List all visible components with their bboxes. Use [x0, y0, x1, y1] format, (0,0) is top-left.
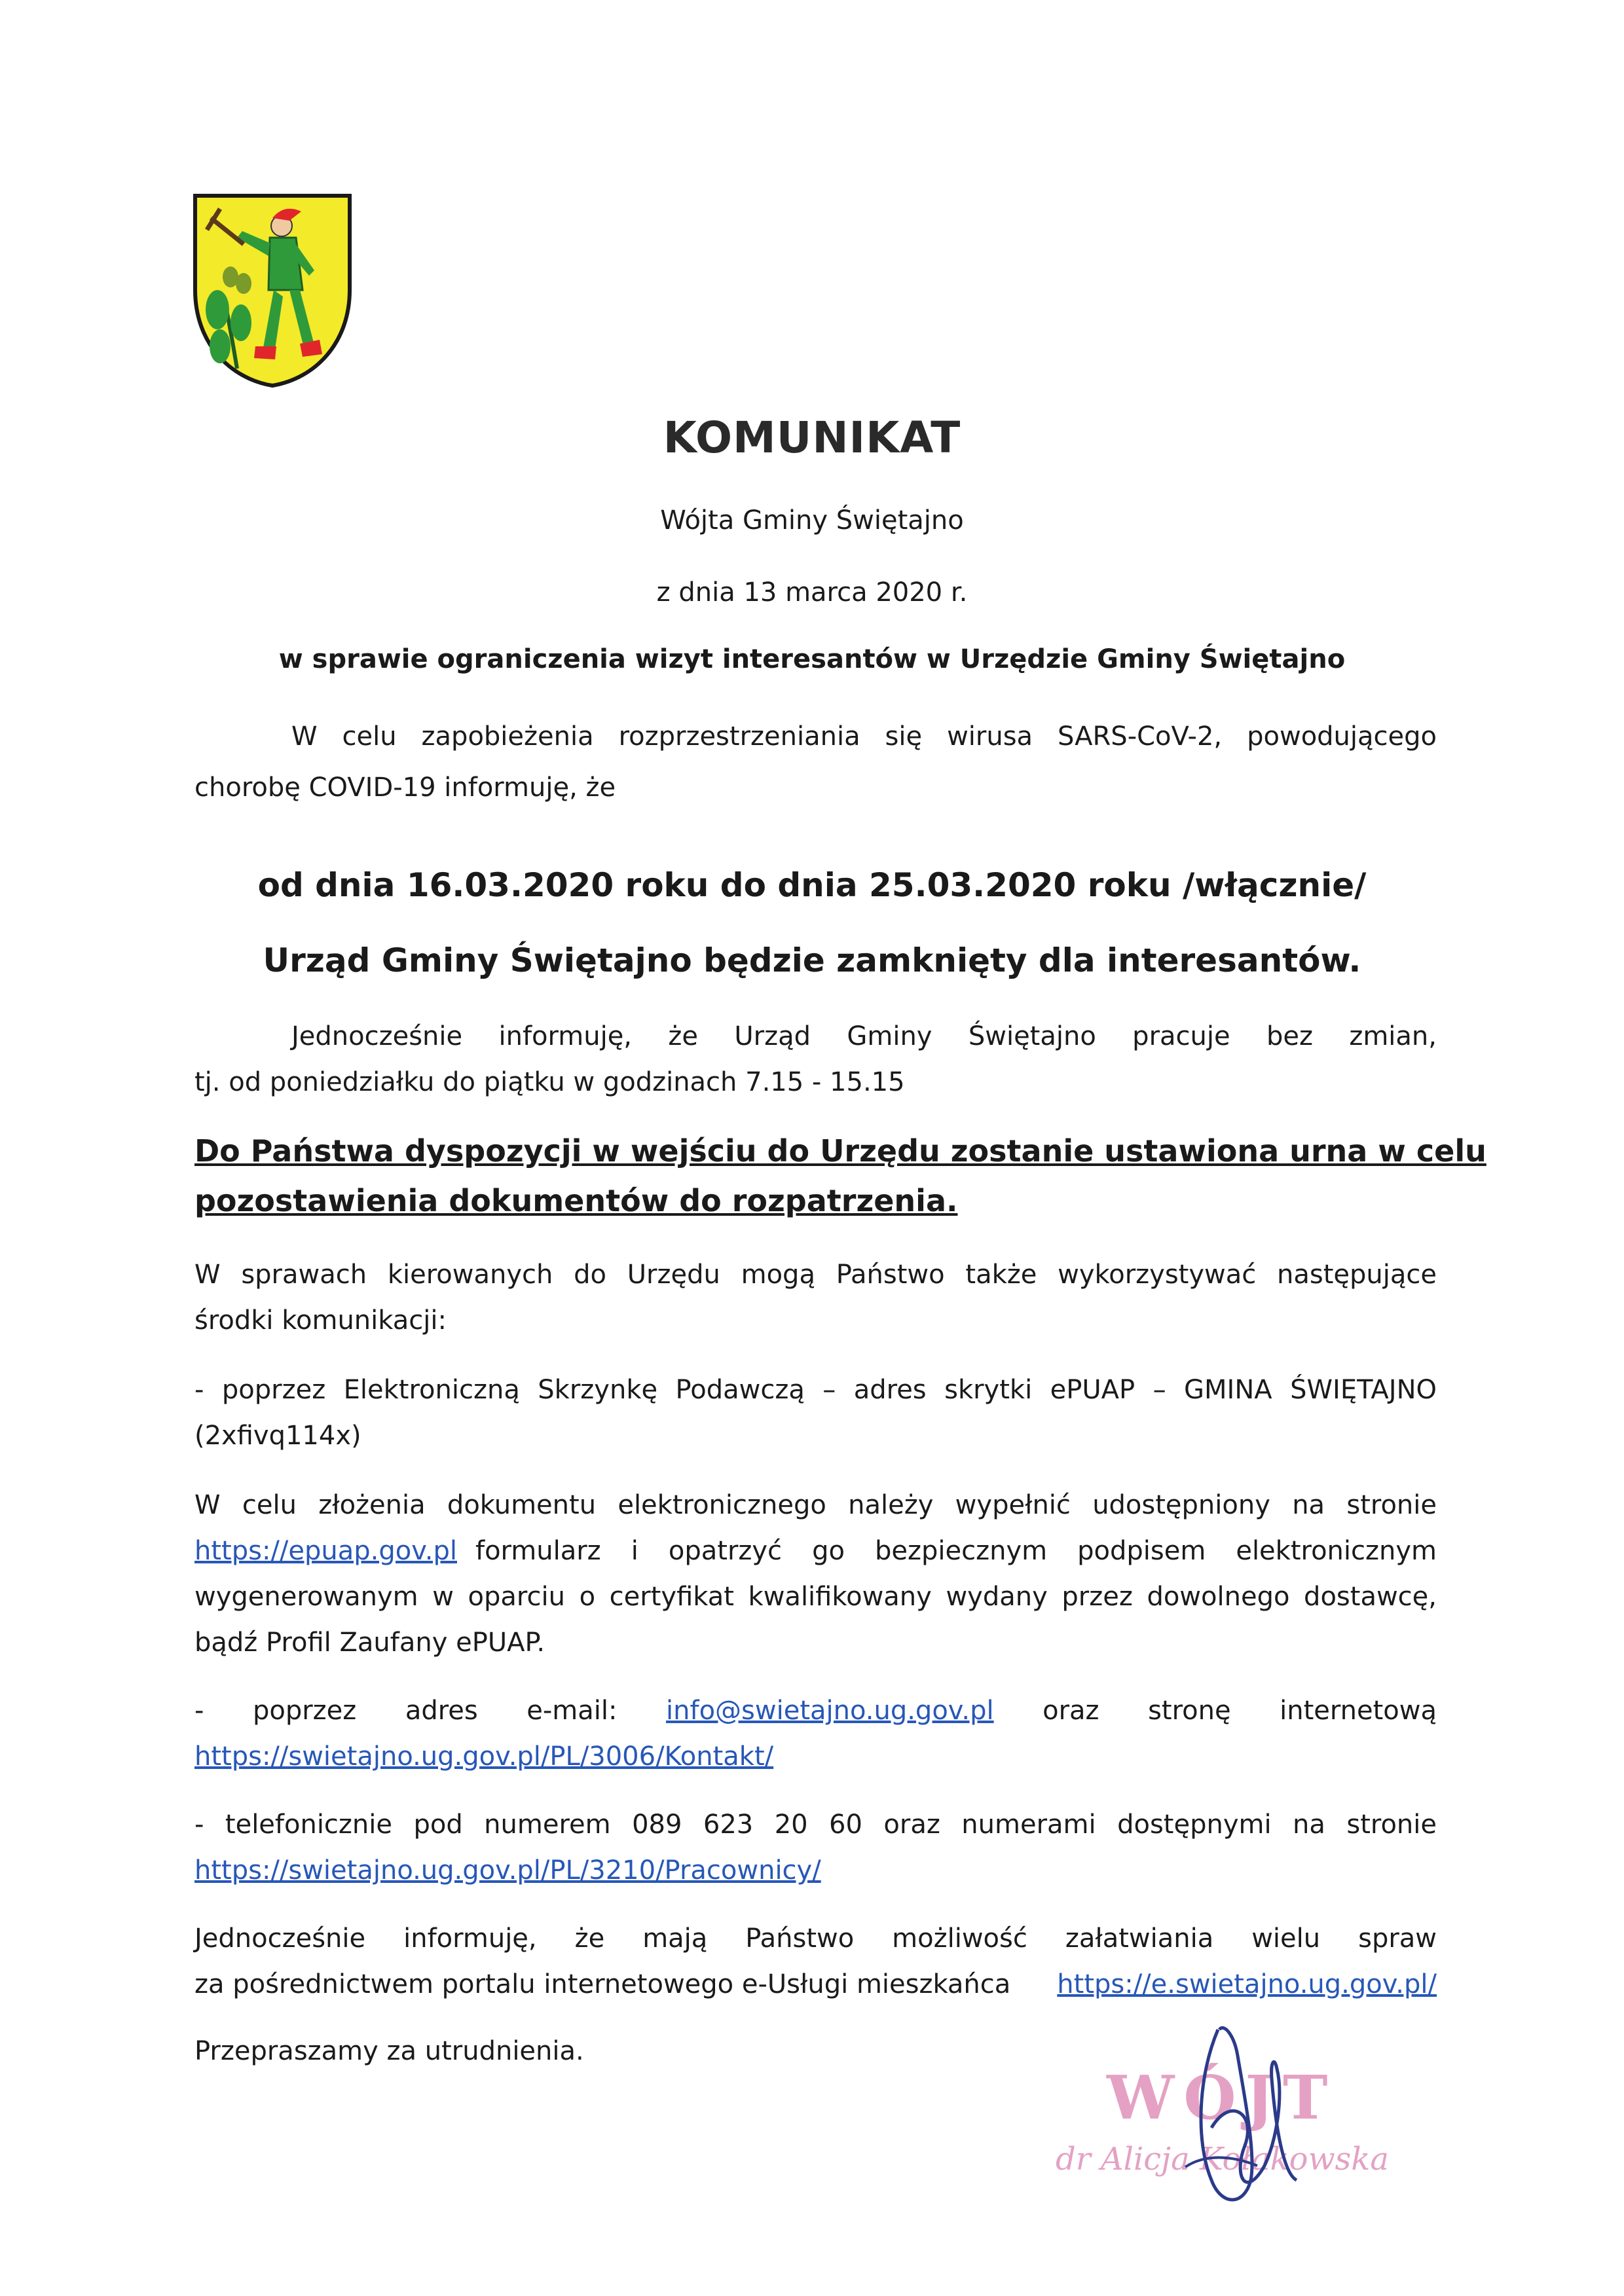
- staff-page-link[interactable]: https://swietajno.ug.gov.pl/PL/3210/Pracownicy/: [194, 1855, 821, 1886]
- channels-paragraph: [194, 1252, 1437, 1343]
- urn-line-1: Do Państwa dyspozycji w wejściu do Urzędu zostanie ustawiona urna w celu: [194, 1133, 1486, 1169]
- contact-page-link[interactable]: https://swietajno.ug.gov.pl/PL/3006/Kontakt/: [194, 1741, 774, 1772]
- epuap-info-line-1: W celu złożenia dokumentu elektronicznego należy wypełnić udostępniony na stronie: [194, 1490, 1437, 1520]
- closure-notice: Urząd Gminy Świętajno będzie zamknięty dla interesantów.: [263, 941, 1361, 979]
- epuap-paragraph: [194, 1367, 1437, 1459]
- phone-line-1: - telefonicznie pod numerem 089 623 20 60 oraz numerami dostępnymi na stronie: [194, 1810, 1437, 1840]
- email-word-3: e-mail:: [526, 1696, 618, 1726]
- email-dash: -: [194, 1696, 204, 1726]
- eservices-paragraph: [194, 1916, 1437, 2007]
- email-word-4: oraz: [1043, 1696, 1099, 1726]
- phone-paragraph: [194, 1802, 1437, 1893]
- epuap-line-2: (2xfivq114x): [194, 1421, 361, 1451]
- email-word-6: internetową: [1280, 1696, 1437, 1726]
- handwritten-signature: [1048, 2016, 1414, 2226]
- epuap-link[interactable]: https://epuap.gov.pl: [194, 1536, 457, 1566]
- urn-line-2: pozostawienia dokumentów do rozpatrzenia.: [194, 1183, 958, 1218]
- epuap-info-paragraph: [194, 1482, 1437, 1666]
- intro-line-1: W celu zapobieżenia rozprzestrzeniania się wirusa SARS-CoV-2, powodującego: [291, 721, 1437, 752]
- stamp-name: dr Alicja Kołakowska: [1056, 2141, 1389, 2178]
- channels-line-1: W sprawach kierowanych do Urzędu mogą Państwo także wykorzystywać następujące: [194, 1260, 1437, 1290]
- email-line-1: [194, 1688, 1437, 1734]
- channels-line-2: środki komunikacji:: [194, 1305, 447, 1336]
- email-word-2: adres: [405, 1696, 478, 1726]
- email-word-1: poprzez: [252, 1696, 357, 1726]
- email-address-link[interactable]: info@swietajno.ug.gov.pl: [666, 1696, 994, 1726]
- hours-line-1: Jednocześnie informuję, że Urząd Gminy Świętajno pracuje bez zmian,: [291, 1021, 1437, 1051]
- coat-of-arms-emblem: [191, 192, 354, 388]
- eservices-line-2: [194, 1961, 1437, 2007]
- document-title: KOMUNIKAT: [663, 412, 961, 463]
- email-paragraph: [194, 1688, 1437, 1779]
- eservices-line-1: Jednocześnie informuję, że mają Państwo możliwość załatwiania wielu spraw: [194, 1923, 1437, 1954]
- eservices-line-2-text: za pośrednictwem portalu internetowego e-Usługi mieszkańca: [194, 1969, 1011, 1999]
- closure-dates: od dnia 16.03.2020 roku do dnia 25.03.2020 roku /włącznie/: [257, 866, 1367, 904]
- closing-line: Przepraszamy za utrudnienia.: [194, 2036, 584, 2066]
- phone-line-2: [194, 1848, 1437, 1893]
- eservices-link[interactable]: https://e.swietajno.ug.gov.pl/: [1057, 1969, 1437, 1999]
- email-word-5: stronę: [1148, 1696, 1231, 1726]
- epuap-info-line-3: wygenerowanym w oparciu o certyfikat kwalifikowany wydany przez dowolnego dostawcę,: [194, 1582, 1437, 1612]
- epuap-info-line-2: [194, 1528, 1437, 1574]
- stamp-title: WÓJT: [1107, 2062, 1337, 2133]
- hours-paragraph: [194, 1013, 1437, 1105]
- epuap-info-line-2-text: formularz i opatrzyć go bezpiecznym podpisem elektronicznym: [475, 1536, 1437, 1566]
- date-line: z dnia 13 marca 2020 r.: [656, 577, 968, 608]
- epuap-line-1: - poprzez Elektroniczną Skrzynkę Podawczą – adres skrytki ePUAP – GMINA ŚWIĘTAJNO: [194, 1375, 1437, 1405]
- email-line-2: [194, 1734, 1437, 1779]
- subject-line: w sprawie ograniczenia wizyt interesantów w Urzędzie Gminy Świętajno: [278, 644, 1346, 674]
- issuer-line: Wójta Gminy Świętajno: [660, 505, 964, 536]
- epuap-info-line-4: bądź Profil Zaufany ePUAP.: [194, 1628, 545, 1658]
- hours-line-2: tj. od poniedziałku do piątku w godzinach 7.15 - 15.15: [194, 1067, 905, 1097]
- intro-paragraph: [194, 714, 1437, 811]
- urn-paragraph: [194, 1126, 1486, 1226]
- intro-line-2: chorobę COVID-19 informuję, że: [194, 773, 616, 803]
